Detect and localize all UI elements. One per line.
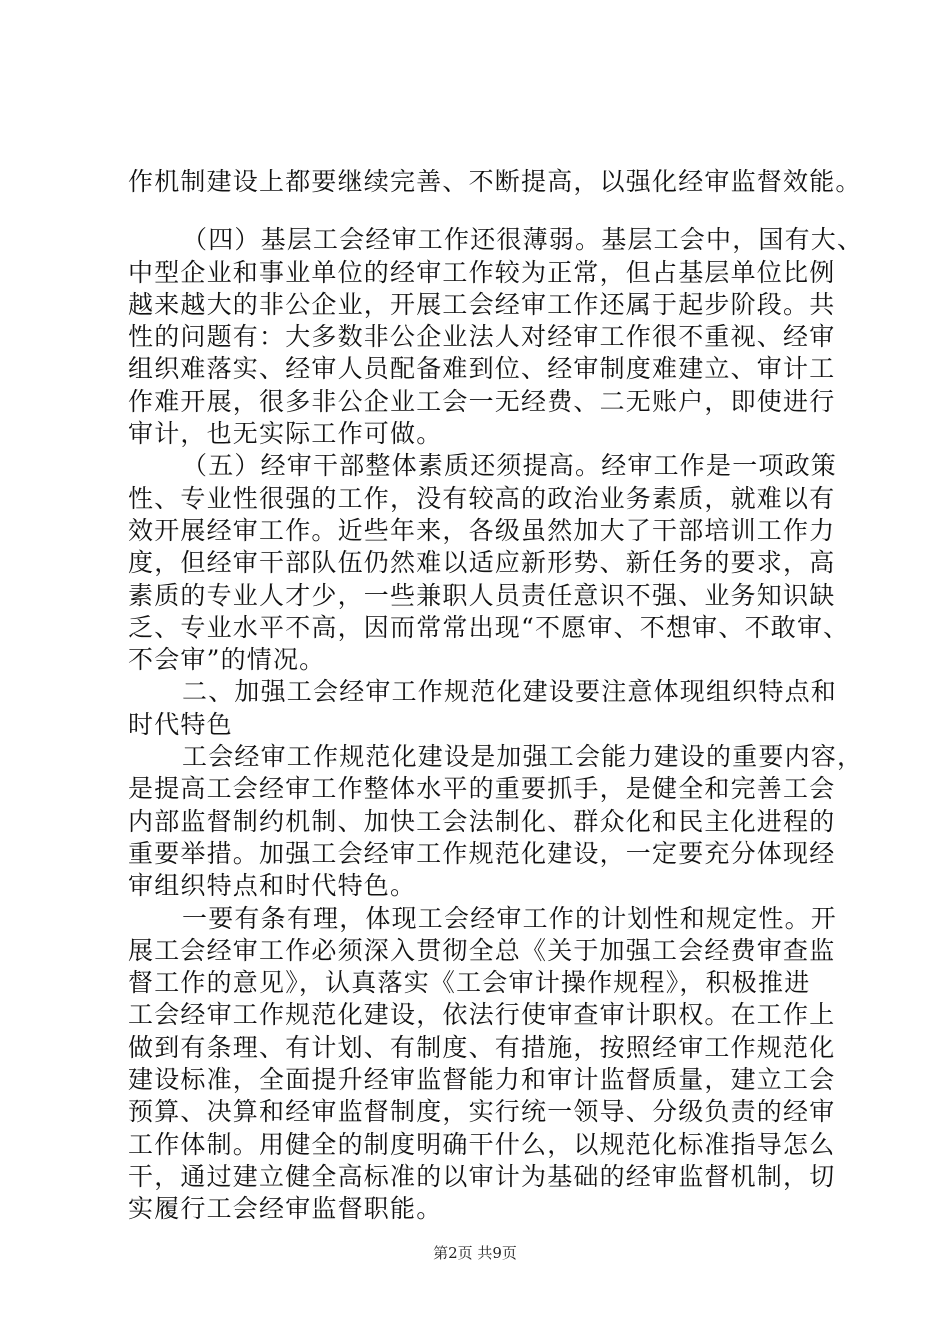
text-line: 效开展经审工作。近些年来，各级虽然加大了干部培训工作力 (128, 515, 836, 545)
text-line: 重要举措。加强工会经审工作规范化建设，一定要充分体现经 (128, 838, 836, 868)
text-line: 督工作的意见》，认真落实《工会审计操作规程》，积极推进 (128, 968, 811, 998)
section-heading-line: 二、加强工会经审工作规范化建设要注意体现组织特点和 (182, 677, 838, 707)
text-line: 作难开展，很多非公企业工会一无经费、二无账户，即使进行 (128, 386, 836, 416)
text-line: 乏、专业水平不高，因而常常出现“不愿审、不想审、不敢审、 (128, 612, 850, 642)
text-line: 干，通过建立健全高标准的以审计为基础的经审监督机制，切 (128, 1161, 836, 1191)
text-line: 素质的专业人才少，一些兼职人员责任意识不强、业务知识缺 (128, 580, 836, 610)
text-line: 做到有条理、有计划、有制度、有措施，按照经审工作规范化 (128, 1032, 836, 1062)
text-line: 预算、决算和经审监督制度，实行统一领导、分级负责的经审 (128, 1097, 836, 1127)
text-line: 组织难落实、经审人员配备难到位、经审制度难建立、审计工 (128, 354, 836, 384)
section-heading-line: 时代特色 (128, 709, 233, 739)
text-line: 性的问题有：大多数非公企业法人对经审工作很不重视、经审 (128, 322, 836, 352)
text-line: 建设标准，全面提升经审监督能力和审计监督质量，建立工会 (128, 1065, 836, 1095)
text-line: 中型企业和事业单位的经审工作较为正常，但占基层单位比例 (128, 257, 836, 287)
text-line: 实履行工会经审监督职能。 (128, 1194, 443, 1224)
text-line: 作机制建设上都要继续完善、不断提高，以强化经审监督效能。 (128, 167, 862, 196)
text-line: 度，但经审干部队伍仍然难以适应新形势、新任务的要求，高 (128, 548, 836, 578)
document-body (128, 166, 868, 1226)
text-line: 性、专业性很强的工作，没有较高的政治业务素质，就难以有 (128, 483, 836, 513)
text-line: 工作体制。用健全的制度明确干什么，以规范化标准指导怎么 (128, 1129, 836, 1159)
text-line: 内部监督制约机制、加快工会法制化、群众化和民主化进程的 (128, 806, 836, 836)
text-line: 工会经审工作规范化建设，依法行使审查审计职权。在工作上 (128, 1000, 836, 1030)
text-line: 一要有条有理，体现工会经审工作的计划性和规定性。开 (182, 903, 838, 933)
text-line: 工会经审工作规范化建设是加强工会能力建设的重要内容， (182, 742, 864, 772)
text-line: 审计，也无实际工作可做。 (128, 419, 443, 449)
text-line: 越来越大的非公企业，开展工会经审工作还属于起步阶段。共 (128, 289, 836, 319)
text-line: 是提高工会经审工作整体水平的重要抓手，是健全和完善工会 (128, 774, 836, 804)
text-line: 不会审”的情况。 (128, 645, 326, 675)
text-line: （四）基层工会经审工作还很薄弱。基层工会中，国有大、 (182, 225, 864, 255)
text-line: 审组织特点和时代特色。 (128, 871, 417, 901)
page-number-footer: 第2页 共9页 (433, 1244, 517, 1262)
text-line: （五）经审干部整体素质还须提高。经审工作是一项政策 (182, 451, 838, 481)
paragraph-gap (128, 198, 868, 224)
text-line: 展工会经审工作必须深入贯彻全总《关于加强工会经费审查监 (128, 935, 836, 965)
